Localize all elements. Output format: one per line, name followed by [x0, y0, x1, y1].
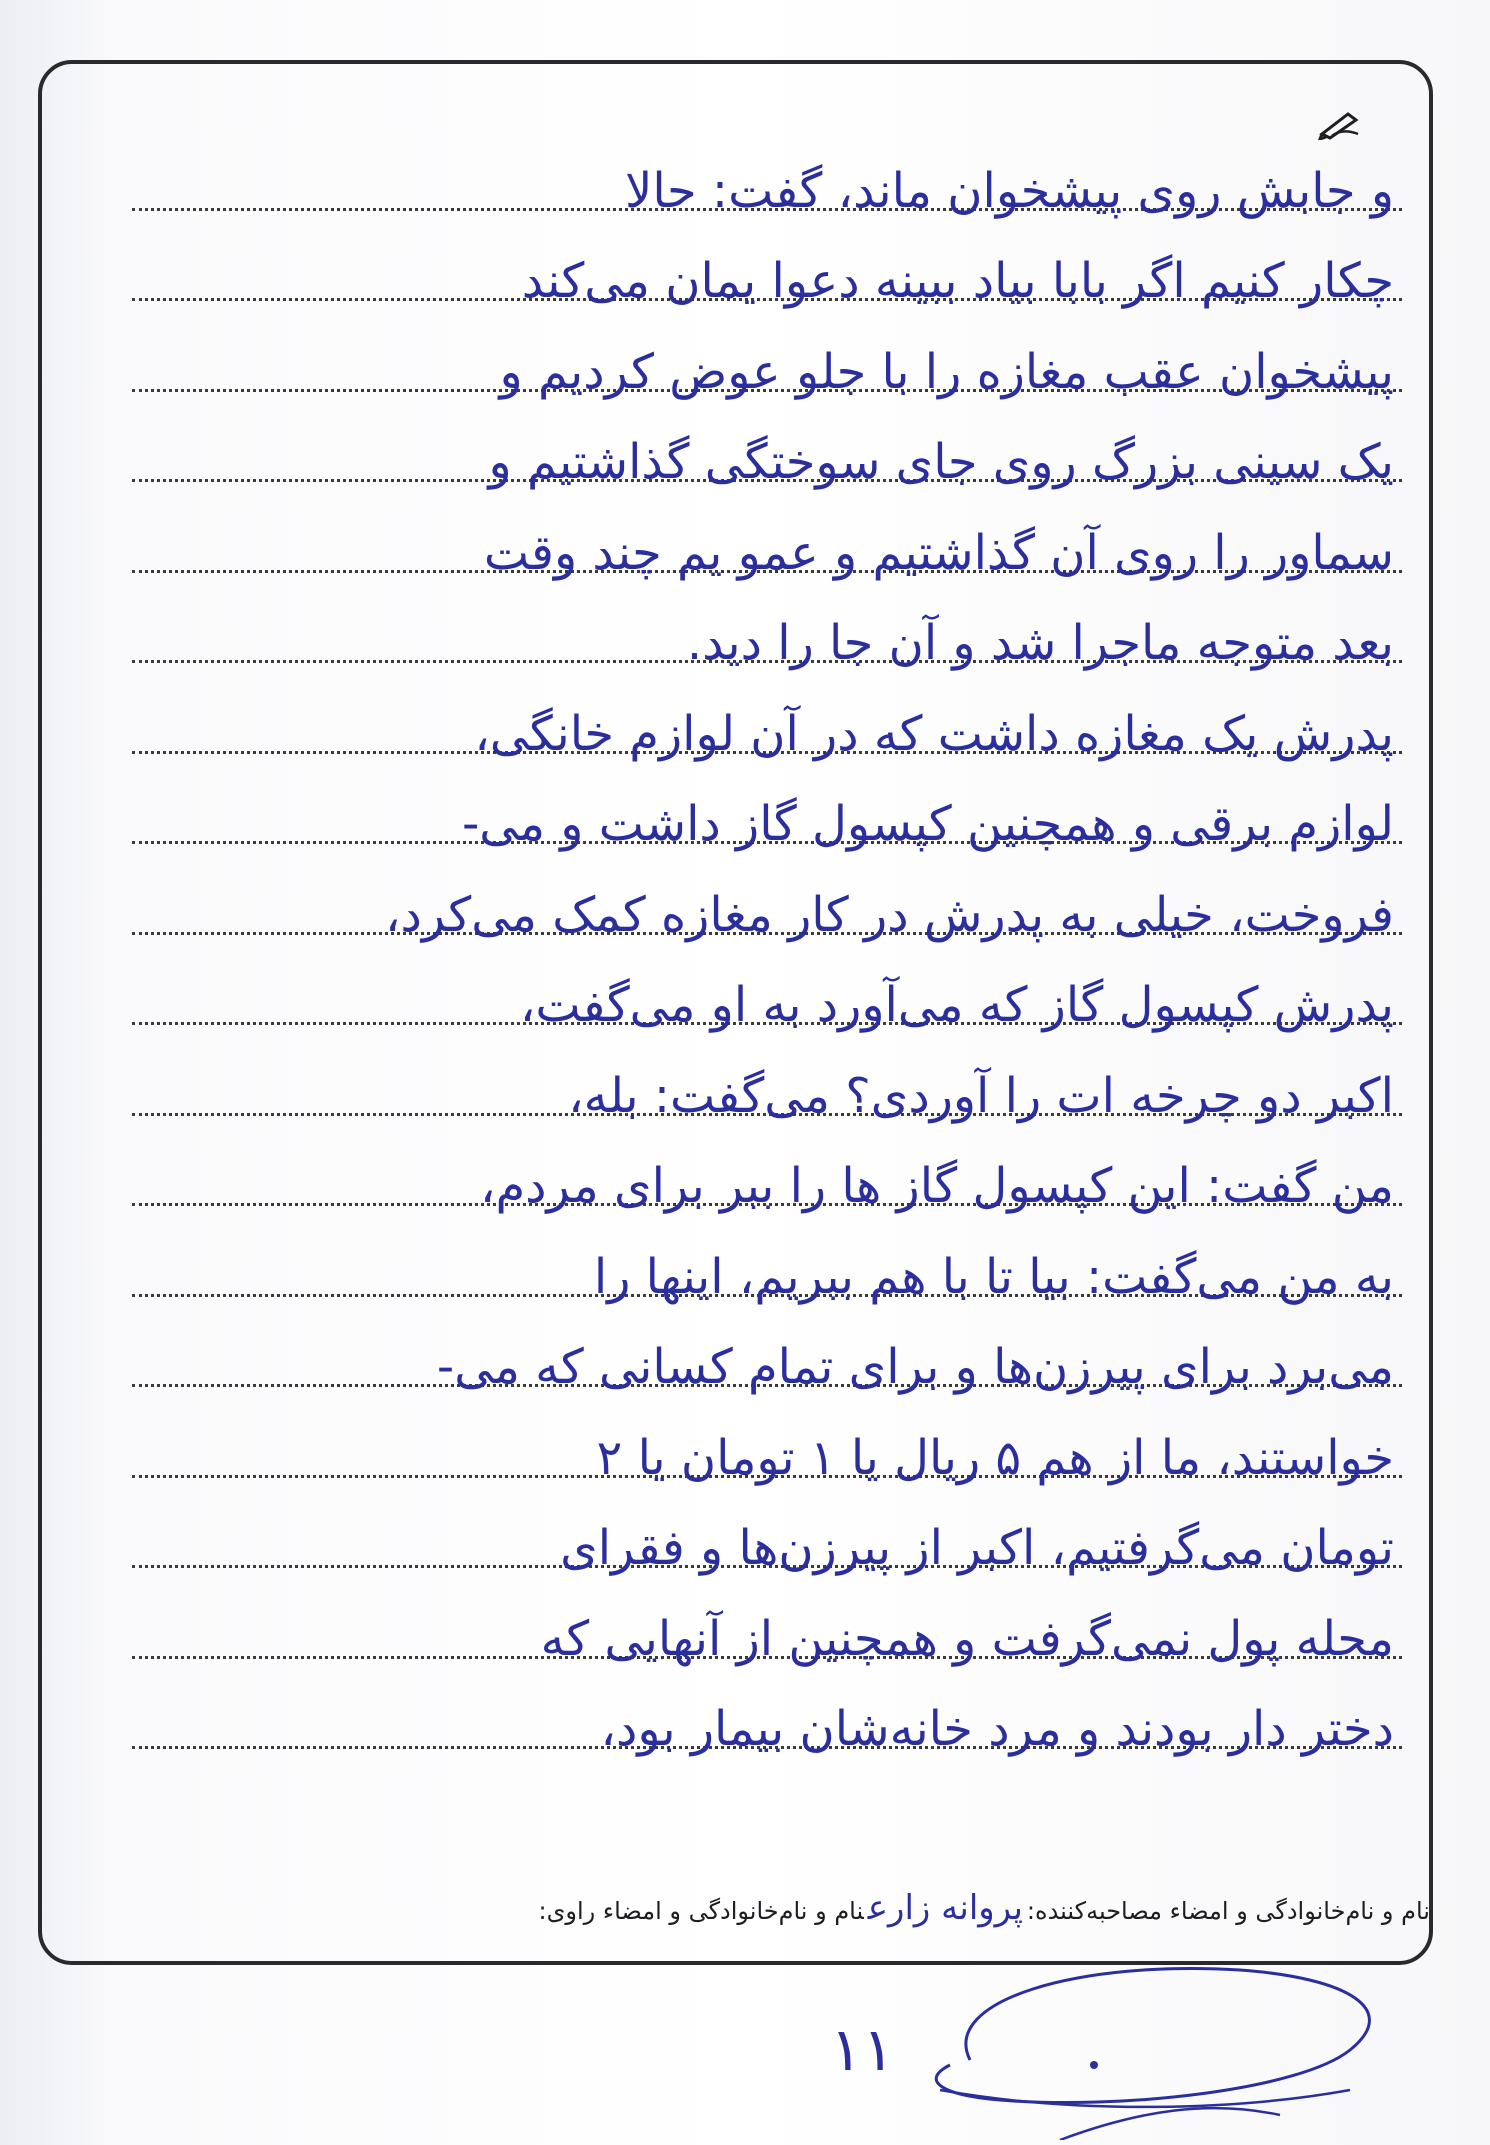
manuscript-line [132, 1035, 1402, 1126]
handwritten-text: محله پول نمی‌گرفت و همچنین از آنهایی که [540, 1610, 1394, 1667]
interviewer-name: پروانه زارع [867, 1888, 1023, 1928]
interviewer-label: نام و نام‌خانوادگی و امضاء مصاحبه‌کننده: [1026, 1897, 1430, 1925]
manuscript-line [132, 130, 1402, 221]
handwritten-text: دختر دار بودند و مرد خانه‌شان بیمار بود، [600, 1701, 1394, 1757]
manuscript-line [132, 1578, 1402, 1669]
narrator-label: نام و نام‌خانوادگی و امضاء راوی: [538, 1897, 864, 1925]
handwritten-text: چکار کنیم اگر بابا بیاد ببینه دعوا یمان می‌کند [521, 253, 1394, 309]
manuscript-line [132, 854, 1402, 945]
handwritten-text: تومان می‌گرفتیم، اکبر از پیرزن‌ها و فقرای [560, 1520, 1394, 1576]
handwritten-text: من گفت: این کپسول گاز ها را ببر برای مردم، [479, 1158, 1394, 1214]
handwritten-text: پیشخوان عقب مغازه را با جلو عوض کردیم و [499, 343, 1394, 400]
handwritten-text: پدرش کپسول گاز که می‌آورد به او می‌گفت، [519, 977, 1394, 1033]
manuscript-line [132, 764, 1402, 855]
manuscript-body [132, 130, 1402, 1759]
manuscript-line [132, 1669, 1402, 1760]
manuscript-line [132, 673, 1402, 764]
signature-footer [538, 1888, 1430, 1928]
manuscript-line [132, 1307, 1402, 1398]
handwritten-text: به من می‌گفت: بیا تا با هم ببریم، اینها را [593, 1248, 1394, 1305]
handwritten-text: بعد متوجه ماجرا شد و آن جا را دید. [686, 615, 1394, 671]
manuscript-line [132, 1397, 1402, 1488]
handwritten-text: اکبر دو چرخه ات را آوردی؟ می‌گفت: بله، [568, 1067, 1394, 1124]
handwritten-text: فروخت، خیلی به پدرش در کار مغازه کمک می‌کرد، [385, 886, 1394, 943]
manuscript-line [132, 1126, 1402, 1217]
handwritten-text: می‌برد برای پیرزن‌ها و برای تمام کسانی که می- [436, 1339, 1394, 1395]
signature-scribble [880, 1940, 1440, 2140]
manuscript-line [132, 221, 1402, 312]
handwritten-text: پدرش یک مغازه داشت که در آن لوازم خانگی، [474, 705, 1394, 762]
manuscript-line [132, 583, 1402, 674]
handwritten-text: و جابش روی پیشخوان ماند، گفت: حالا [624, 162, 1394, 219]
handwritten-text: لوازم برقی و همچنین کپسول گاز داشت و می- [461, 796, 1394, 852]
manuscript-line [132, 402, 1402, 493]
manuscript-line [132, 1488, 1402, 1579]
handwritten-text: خواستند، ما از هم ۵ ریال یا ۱ تومان یا ۲ [596, 1429, 1394, 1486]
manuscript-line [132, 492, 1402, 583]
manuscript-line [132, 311, 1402, 402]
handwritten-text: یک سینی بزرگ روی جای سوختگی گذاشتیم و [488, 434, 1394, 490]
page-number: ۱۱ [830, 2015, 895, 2085]
handwritten-text: سماور را روی آن گذاشتیم و عمو یم چند وقت [483, 524, 1394, 581]
manuscript-line [132, 945, 1402, 1036]
manuscript-line [132, 1216, 1402, 1307]
